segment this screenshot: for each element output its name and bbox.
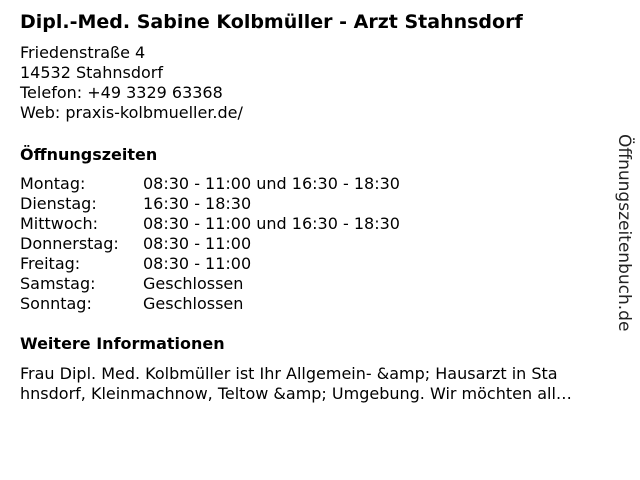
address-street: Friedenstraße 4 [20,43,146,62]
address-city: 14532 Stahnsdorf [20,63,163,82]
more-info-heading: Weitere Informationen [20,334,225,353]
page-title: Dipl.-Med. Sabine Kolbmüller - Arzt Stahnsdorf [20,11,523,33]
more-info-line: hnsdorf, Kleinmachnow, Teltow &amp; Umgebung. Wir möchten all… [20,384,572,403]
hours-day: Donnerstag: [20,234,119,253]
hours-time: Geschlossen [143,274,244,293]
hours-day: Freitag: [20,254,81,273]
hours-time: Geschlossen [143,294,244,313]
hours-day: Montag: [20,174,86,193]
more-info-line: Frau Dipl. Med. Kolbmüller ist Ihr Allgemein- &amp; Hausarzt in Sta [20,364,558,383]
hours-day: Sonntag: [20,294,92,313]
watermark-text: Öffnungszeitenbuch.de [614,134,634,332]
hours-time: 08:30 - 11:00 [143,234,252,253]
hours-time: 08:30 - 11:00 und 16:30 - 18:30 [143,214,400,233]
hours-day: Dienstag: [20,194,97,213]
opening-hours-heading: Öffnungszeiten [20,145,158,164]
hours-time: 16:30 - 18:30 [143,194,252,213]
hours-day: Mittwoch: [20,214,98,233]
hours-time: 08:30 - 11:00 und 16:30 - 18:30 [143,174,400,193]
address-block [20,43,243,123]
address-phone: Telefon: +49 3329 63368 [20,83,223,102]
hours-time: 08:30 - 11:00 [143,254,252,273]
address-web: Web: praxis-kolbmueller.de/ [20,103,243,122]
more-info-text [20,364,614,404]
hours-day: Samstag: [20,274,96,293]
